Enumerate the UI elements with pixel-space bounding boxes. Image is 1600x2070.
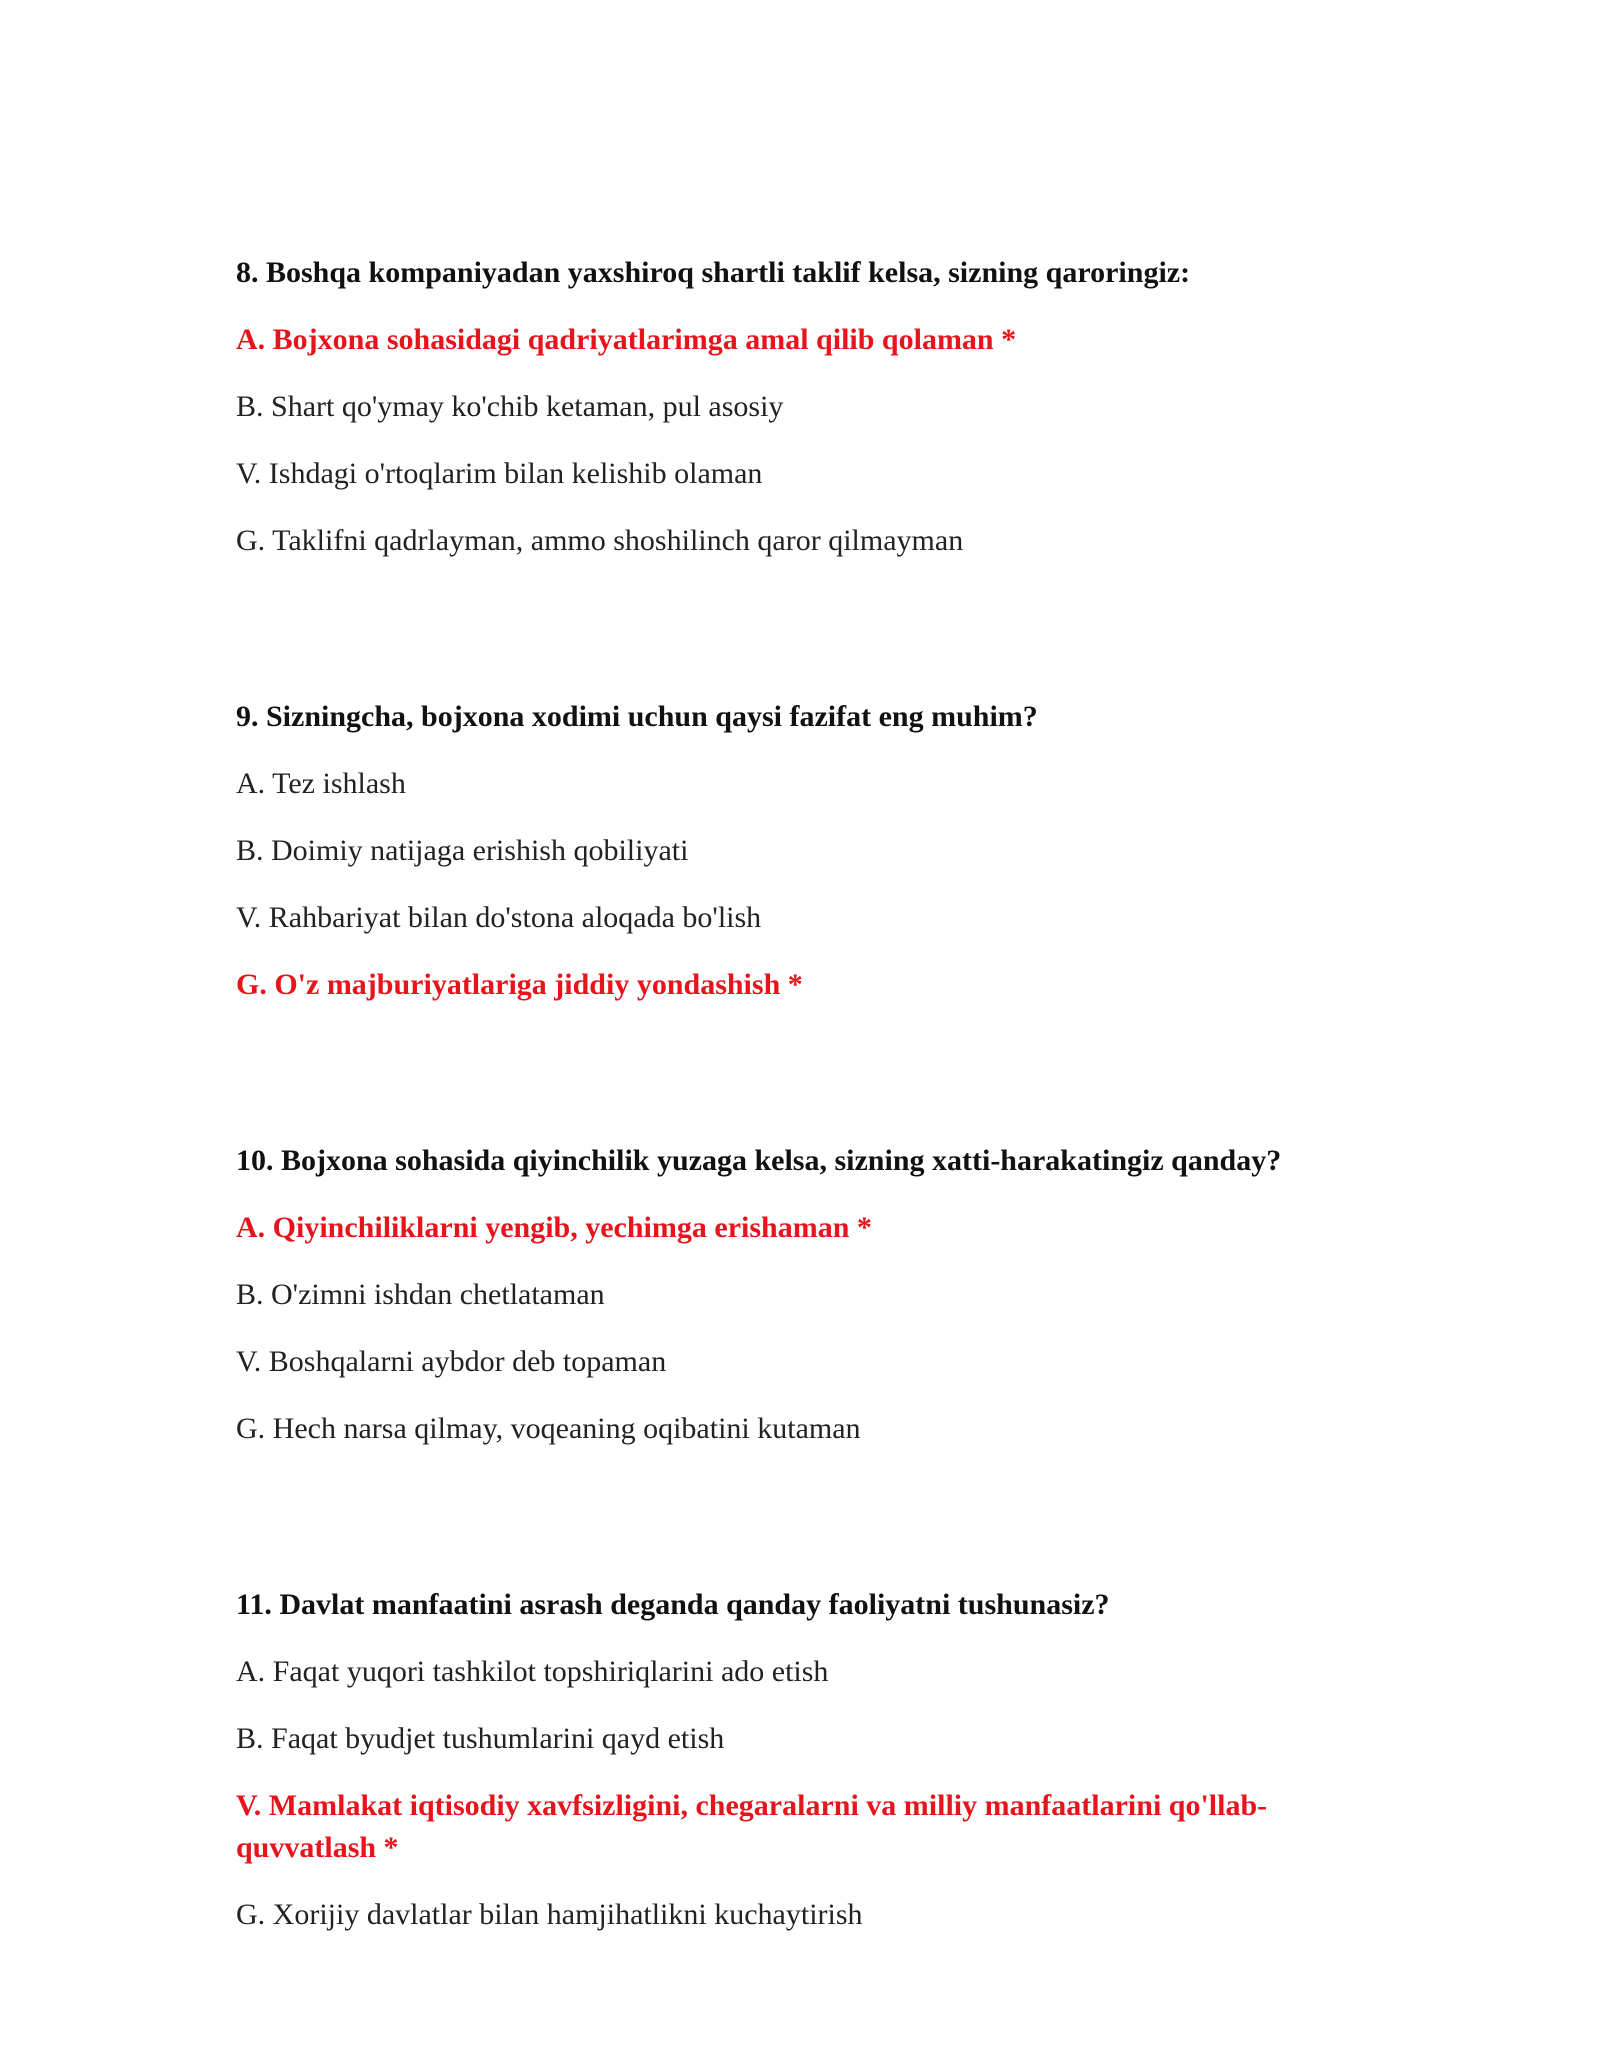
answer-option: B. Shart qo'ymay ko'chib ketaman, pul asosiy: [236, 390, 784, 423]
answer-option: B. Faqat byudjet tushumlarini qayd etish: [236, 1722, 725, 1755]
answer-option-correct: A. Bojxona sohasidagi qadriyatlarimga amal qilib qolaman *: [236, 323, 1017, 356]
question-text: 8. Boshqa kompaniyadan yaxshiroq shartli taklif kelsa, sizning qaroringiz:: [236, 256, 1191, 289]
answer-option: G. Hech narsa qilmay, voqeaning oqibatini kutaman: [236, 1412, 861, 1445]
question-block: [236, 1140, 1386, 1450]
answer-option-correct: V. Mamlakat iqtisodiy xavfsizligini, chegaralarni va milliy manfaatlarini qo'llab-quvvatlash *: [236, 1789, 1268, 1864]
answer-option: A. Tez ishlash: [236, 767, 406, 800]
answer-option: B. O'zimni ishdan chetlataman: [236, 1278, 605, 1311]
question-text: 11. Davlat manfaatini asrash deganda qanday faoliyatni tushunasiz?: [236, 1588, 1110, 1621]
answer-option: V. Boshqalarni aybdor deb topaman: [236, 1345, 667, 1378]
question-block: [236, 1584, 1386, 1936]
answer-option: G. Taklifni qadrlayman, ammo shoshilinch qaror qilmayman: [236, 524, 964, 557]
answer-option: B. Doimiy natijaga erishish qobiliyati: [236, 834, 689, 867]
question-text: 9. Sizningcha, bojxona xodimi uchun qaysi fazifat eng muhim?: [236, 700, 1038, 733]
answer-option: G. Xorijiy davlatlar bilan hamjihatlikni kuchaytirish: [236, 1898, 863, 1931]
answer-option: V. Ishdagi o'rtoqlarim bilan kelishib olaman: [236, 457, 763, 490]
question-text: 10. Bojxona sohasida qiyinchilik yuzaga kelsa, sizning xatti-harakatingiz qanday?: [236, 1144, 1282, 1177]
question-block: [236, 696, 1386, 1006]
answer-option-correct: G. O'z majburiyatlariga jiddiy yondashish *: [236, 968, 803, 1001]
document-page: [236, 252, 1386, 1936]
question-block: [236, 252, 1386, 562]
answer-option: V. Rahbariyat bilan do'stona aloqada bo'lish: [236, 901, 762, 934]
answer-option-correct: A. Qiyinchiliklarni yengib, yechimga erishaman *: [236, 1211, 872, 1244]
answer-option: A. Faqat yuqori tashkilot topshiriqlarini ado etish: [236, 1655, 829, 1688]
